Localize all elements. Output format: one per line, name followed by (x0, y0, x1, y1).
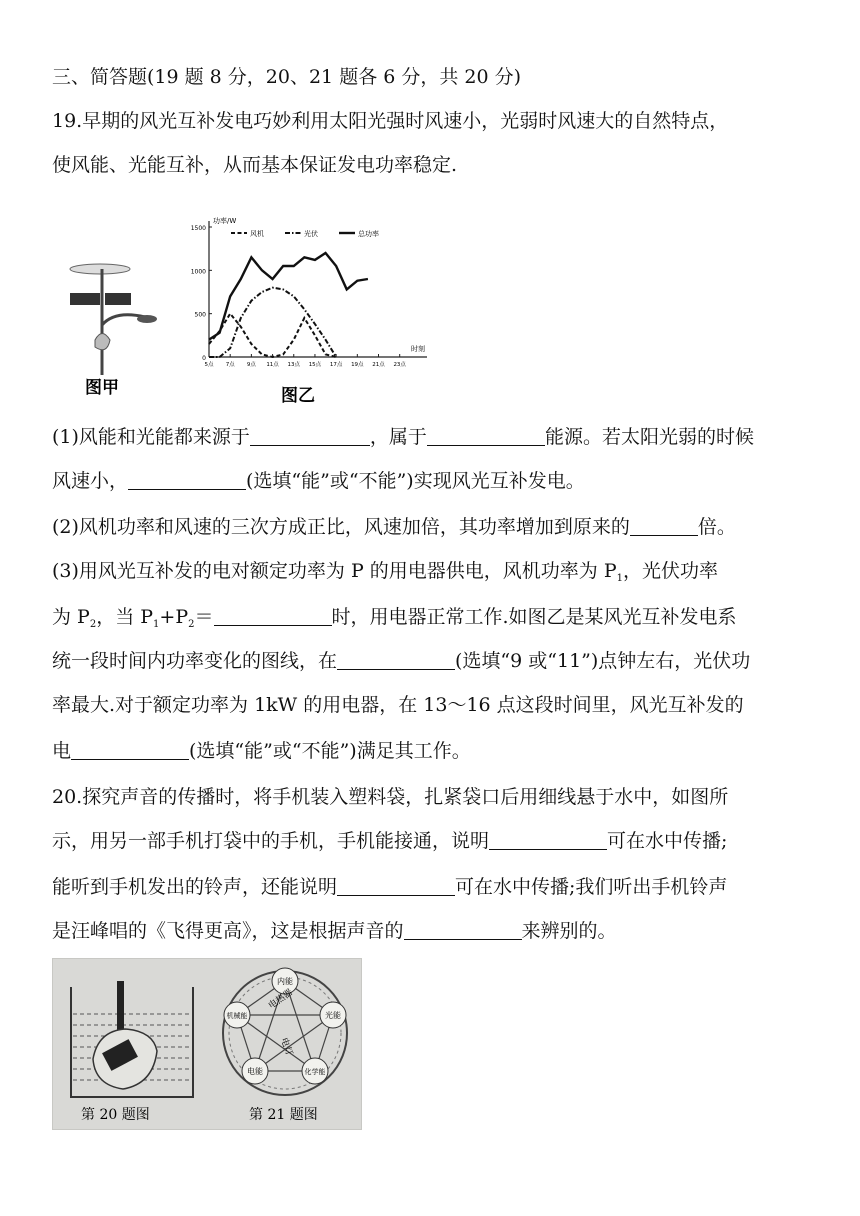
answer-blank-1[interactable] (250, 425, 370, 446)
x-tick-label: 5点 (204, 362, 214, 368)
q19-intro-line1: 19.早期的风光互补发电巧妙利用太阳光强时风速小，光弱时风速大的自然特点， (52, 110, 729, 132)
beaker-figure (71, 981, 193, 1123)
y-tick-label: 0 (202, 355, 206, 362)
q19-p2-line: (2)风机功率和风速的三次方成正比，风速加倍，其功率增加到原来的 倍。 (52, 516, 736, 538)
energy-node-label: 电能 (247, 1067, 263, 1076)
q19-p3-line3: 统一段时间内功率变化的图线，在 (选填“9 或“11”)点钟左右，光伏功 (52, 650, 751, 672)
q20-line4: 是汪峰唱的《飞得更高》，这是根据声音的 来辨别的。 (52, 920, 617, 942)
x-tick-label: 15点 (308, 362, 322, 368)
answer-blank-9[interactable] (337, 875, 455, 896)
q19-p3-line2: 为 $P_2$，当 $P_1+P_2=$ 时，用电器正常工作.如图乙是某风光互补发电系 (52, 606, 737, 630)
energy-node-label: 光能 (325, 1011, 341, 1020)
answer-blank-7[interactable] (71, 739, 189, 760)
answer-blank-5[interactable] (214, 605, 332, 626)
x-tick-label: 7点 (225, 362, 235, 368)
q20-line1: 20.探究声音的传播时，将手机装入塑料袋，扎紧袋口后用细线悬于水中，如图所 (52, 786, 729, 808)
q20-line3: 能听到手机发出的铃声，还能说明 可在水中传播;我们听出手机铃声 (52, 876, 728, 898)
x-tick-label: 21点 (372, 362, 385, 368)
series-line-2 (209, 253, 368, 340)
arrow-label-heater: 电热器 (266, 987, 295, 1012)
legend-label-2: 总功率 (358, 230, 379, 238)
q19-p1-line2: 风速小， (选填“能”或“不能”)实现风光互补发电。 (52, 470, 585, 492)
fig-b-label: 图乙 (281, 386, 315, 406)
q19-p3-line5: 电 (选填“能”或“不能”)满足其工作。 (52, 740, 471, 762)
answer-blank-8[interactable] (489, 829, 607, 850)
x-tick-label: 13点 (287, 362, 301, 368)
y-tick-label: 1000 (190, 268, 206, 276)
battery-box-icon (95, 334, 110, 350)
legend-label-0: 风机 (250, 230, 264, 238)
q19-p1-line1: (1)风能和光能都来源于 ，属于 能源。若太阳光弱的时候 (52, 426, 754, 448)
y-axis-label: 功率/W (213, 217, 237, 225)
answer-blank-6[interactable] (337, 649, 455, 670)
energy-node-label: 化学能 (304, 1068, 326, 1076)
lamp-head-icon (137, 315, 157, 323)
q20-line2: 示，用另一部手机打袋中的手机，手机能接通，说明 可在水中传播; (52, 830, 728, 852)
energy-node-label: 内能 (277, 977, 293, 986)
section-title: 三、简答题(19 题 8 分，20、21 题各 6 分，共 20 分) (52, 66, 522, 88)
answer-blank-4[interactable] (630, 515, 698, 536)
answer-blank-3[interactable] (128, 469, 246, 490)
y-tick-label: 500 (194, 311, 206, 319)
q19-intro-line2: 使风能、光能互补，从而基本保证发电功率稳定. (52, 154, 458, 176)
x-axis-label: 时刻 (411, 345, 425, 353)
series-line-1 (209, 288, 336, 357)
x-tick-label: 9点 (246, 362, 256, 368)
q19-p3-line1: (3)用风光互补发的电对额定功率为 P 的用电器供电，风机功率为 $P_1$，光伏功率 (52, 560, 718, 584)
answer-blank-10[interactable] (404, 919, 522, 940)
solar-panel-icon (70, 293, 100, 305)
answer-blank-2[interactable] (427, 425, 545, 446)
arrow-label-lamp: 电灯 (278, 1036, 294, 1057)
solar-panel-icon (105, 293, 131, 305)
string-rod-icon (117, 981, 124, 1031)
turbine-icon (70, 264, 130, 274)
x-tick-label: 23点 (393, 362, 406, 368)
x-tick-label: 11点 (266, 362, 279, 368)
legend-label-1: 光伏 (304, 230, 318, 238)
q19-p3-line4: 率最大.对于额定功率为 1kW 的用电器，在 13～16 点这段时间里，风光互补发的 (52, 694, 744, 716)
x-tick-label: 17点 (329, 362, 343, 368)
energy-node-label: 机械能 (226, 1012, 248, 1020)
fig20-caption: 第 20 题图 (81, 1107, 150, 1123)
power-chart (185, 215, 450, 410)
energy-pentagon-figure (223, 968, 347, 1123)
fig21-caption: 第 21 题图 (249, 1107, 318, 1123)
fig-a-label: 图甲 (85, 378, 119, 398)
x-tick-label: 19点 (351, 362, 364, 368)
y-tick-label: 1500 (190, 225, 206, 232)
figures-20-21-photo (52, 958, 362, 1130)
figure-street-lamp (55, 255, 175, 405)
